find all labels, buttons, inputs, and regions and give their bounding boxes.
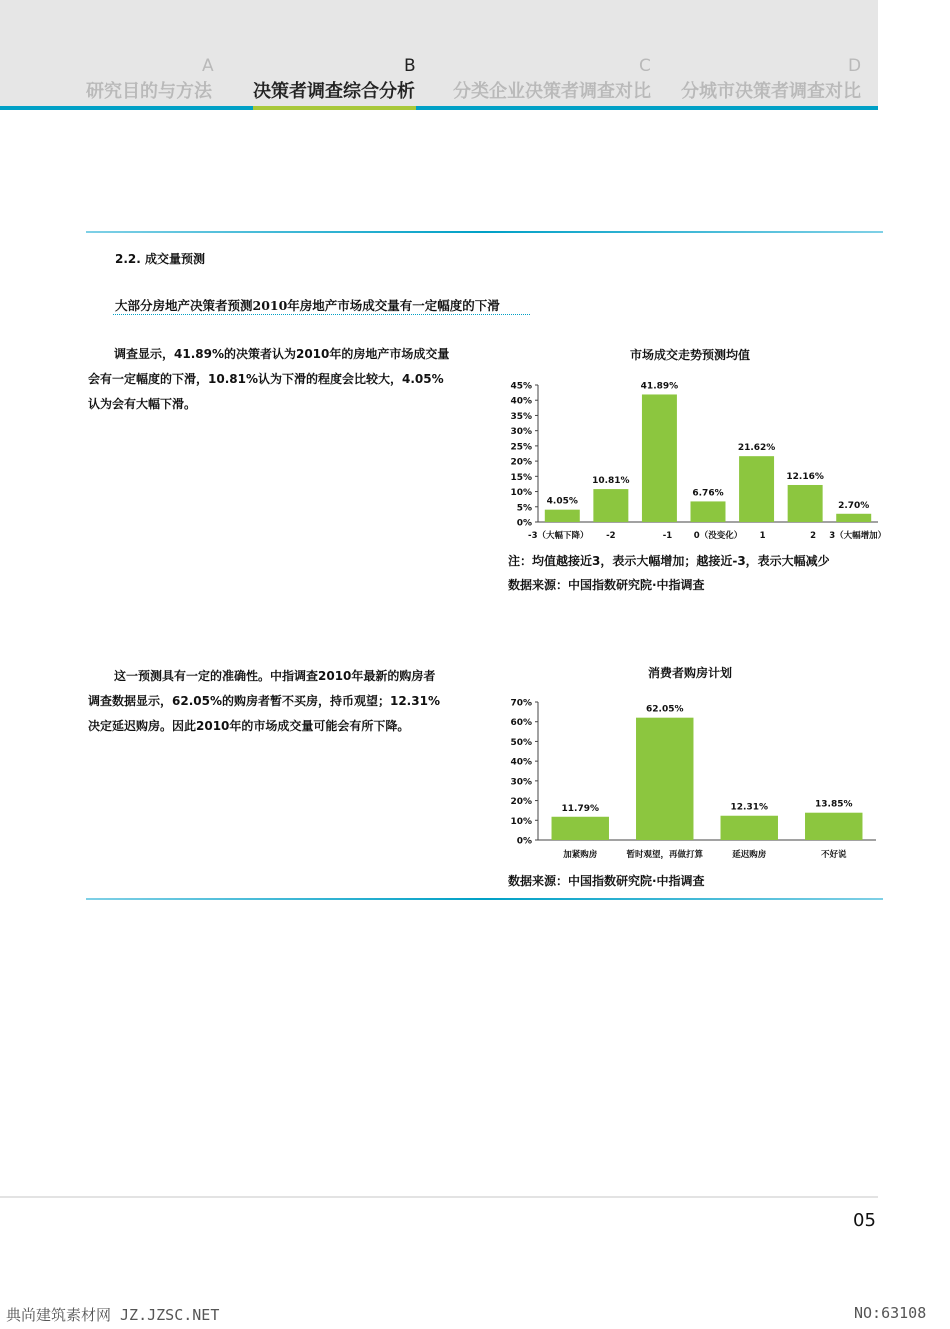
y-tick-label: 30% [510, 427, 532, 438]
bar [691, 501, 726, 522]
y-tick-label: 70% [510, 698, 532, 709]
tab-label: 决策者调查综合分析 [253, 81, 415, 102]
tab-c[interactable] [453, 52, 653, 106]
bar [552, 817, 609, 840]
bar-value-label: 13.85% [815, 799, 853, 810]
header-accent-line [0, 106, 878, 110]
tab-letter: A [202, 56, 214, 76]
bar [788, 485, 823, 522]
section-top-rule [86, 231, 883, 233]
chart-1-source: 数据来源：中国指数研究院·中指调查 [508, 578, 705, 592]
y-tick-label: 45% [510, 381, 532, 392]
bar-value-label: 21.62% [737, 443, 776, 454]
paragraph-line: 决定延迟购房。因此2010年的市场成交量可能会有所下降。 [88, 719, 410, 733]
paragraph-1 [88, 342, 468, 417]
tab-d[interactable] [681, 52, 863, 106]
paragraph-line: 认为会有大幅下滑。 [88, 397, 197, 411]
y-tick-label: 10% [510, 816, 532, 827]
watermark-right: NO:63108 [854, 1304, 927, 1322]
y-tick-label: 50% [510, 737, 532, 748]
bar [739, 456, 774, 522]
bar [836, 514, 871, 522]
footer-rule [0, 1196, 878, 1198]
tab-a[interactable] [86, 52, 216, 106]
tab-label: 分城市决策者调查对比 [681, 81, 861, 102]
bar [593, 489, 628, 522]
subhead-underline [113, 314, 530, 315]
paragraph-2 [88, 664, 468, 739]
paragraph-line: 调查数据显示，62.05%的购房者暂不买房，持币观望；12.31% [88, 694, 440, 708]
bar-value-label: 6.76% [692, 488, 724, 499]
active-tab-indicator [253, 106, 416, 110]
section-bottom-rule [86, 898, 883, 900]
bar-value-label: 11.79% [561, 803, 599, 814]
x-tick-label: 不好说 [820, 850, 847, 860]
y-tick-label: 40% [510, 757, 532, 768]
bar [636, 718, 693, 840]
x-tick-label: 3（大幅增加） [829, 531, 887, 541]
chart-1 [500, 370, 890, 546]
x-tick-label: 延迟购房 [732, 850, 767, 860]
paragraph-line: 调查显示，41.89%的决策者认为2010年的房地产市场成交量 [114, 347, 450, 361]
y-tick-label: 5% [516, 503, 532, 514]
x-tick-label: 2 [810, 531, 817, 541]
y-tick-label: 60% [510, 718, 532, 729]
bar [805, 813, 862, 840]
paragraph-line: 这一预测具有一定的准确性。中指调查2010年最新的购房者 [114, 669, 436, 683]
chart-2 [500, 690, 890, 864]
chart-1-note: 注：均值越接近3，表示大幅增加；越接近-3，表示大幅减少 [508, 554, 830, 568]
y-tick-label: 20% [510, 797, 532, 808]
bar [642, 394, 677, 522]
tab-letter: C [639, 56, 651, 76]
x-tick-label: -2 [606, 531, 616, 541]
bar [721, 816, 778, 840]
bar-value-label: 12.31% [730, 802, 768, 813]
page-number: 05 [853, 1210, 876, 1231]
tab-letter: D [848, 56, 862, 76]
x-tick-label: 加紧购房 [563, 850, 598, 860]
y-tick-label: 0% [516, 518, 532, 529]
y-tick-label: 30% [510, 777, 532, 788]
bar [545, 510, 580, 522]
tab-label: 研究目的与方法 [86, 81, 212, 102]
bar-value-label: 41.89% [640, 381, 679, 392]
section-title: 2.2. 成交量预测 [115, 252, 205, 266]
section-subhead: 大部分房地产决策者预测2010年房地产市场成交量有一定幅度的下滑 [115, 298, 500, 313]
tab-label: 分类企业决策者调查对比 [453, 81, 651, 102]
tab-letter: B [404, 56, 416, 76]
y-tick-label: 10% [510, 488, 532, 499]
y-tick-label: 40% [510, 396, 532, 407]
watermark-left: 典尚建筑素材网 JZ.JZSC.NET [6, 1306, 220, 1324]
x-tick-label: -3（大幅下降） [528, 531, 589, 541]
x-tick-label: -1 [662, 531, 673, 541]
bar-value-label: 4.05% [546, 496, 578, 507]
x-tick-label: 1 [759, 531, 766, 541]
y-tick-label: 15% [510, 472, 532, 483]
x-tick-label: 暂时观望，再做打算 [626, 850, 704, 860]
chart-1-title: 市场成交走势预测均值 [629, 348, 750, 362]
bar-value-label: 62.05% [646, 704, 684, 715]
paragraph-line: 会有一定幅度的下滑，10.81%认为下滑的程度会比较大，4.05% [88, 372, 444, 386]
y-tick-label: 0% [516, 836, 532, 847]
bar-value-label: 2.70% [838, 500, 870, 511]
bar-value-label: 12.16% [786, 471, 824, 482]
y-tick-label: 20% [510, 457, 532, 468]
tab-b[interactable] [253, 52, 416, 106]
x-tick-label: 0（没变化） [693, 531, 743, 541]
chart-2-title: 消费者购房计划 [647, 666, 732, 680]
chart-2-source: 数据来源：中国指数研究院·中指调查 [508, 874, 705, 888]
bar-value-label: 10.81% [592, 476, 630, 487]
y-tick-label: 25% [510, 442, 532, 453]
y-tick-label: 35% [510, 411, 532, 422]
